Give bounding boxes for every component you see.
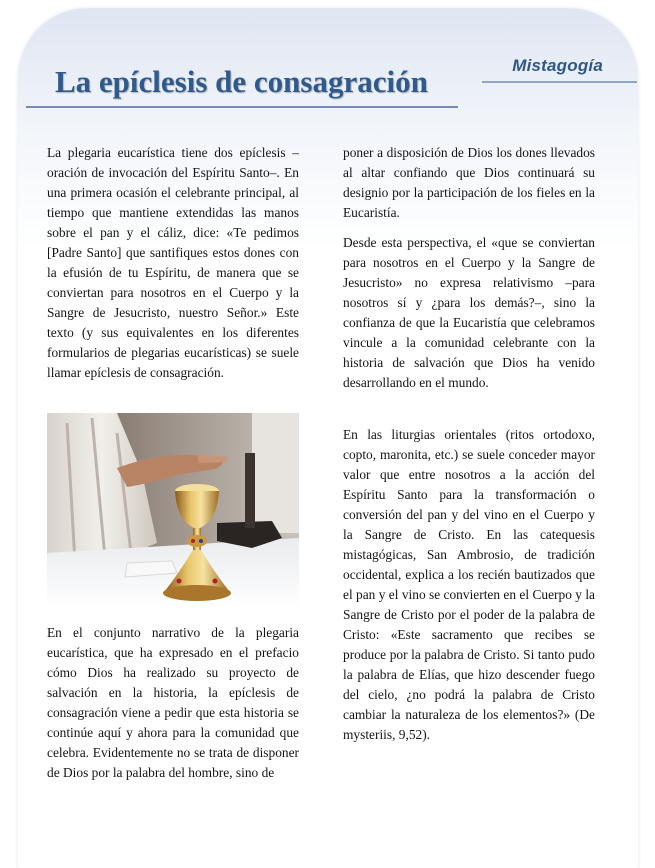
section-tag: Mistagogía (512, 56, 603, 75)
article-title: La epíclesis de consagración (55, 64, 428, 99)
left-paragraph-2: En el conjunto narrativo de la plegaria eucarística, que ha expresado en el prefacio cómo Dios ha realizado su proyecto de salvación en la historia, la epíclesis de consagración viene a pedir que esta historia se continúe aquí y ahora para la comunidad que celebra. Evidentemente no se trata de disponer de Dios por la palabra del hombre, sino de (47, 625, 299, 780)
right-paragraph-2: Desde esta perspectiva, el «que se conviertan para nosotros en el Cuerpo y la Sangre de Jesucristo» no expresa relativismo –para nosotros sí y ¿para los demás?–, sino la confianza de que la Eucaristía que celebramos vincule a la comunidad celebrante con la historia de salvación que Dios ha venido desarrollando en el mundo. (343, 235, 595, 390)
right-paragraph-3: En las liturgias orientales (ritos ortodoxo, copto, maronita, etc.) se suele conceder mayor valor que entre nosotros a la acción del Espíritu Santo para la transformación o conversión del pan y del vino en el Cuerpo y la Sangre de Cristo. En las catequesis mistagógicas, San Ambrosio, de tradición occidental, explica a los recién bautizados que el pan y el vino se convierten en el Cuerpo y la Sangre de Cristo por el poder de la palabra de Cristo: «Este sacramento que recibes se produce por la palabra de Cristo. Si tanto pudo la palabra de Elías, que hizo descender fuego del cielo, ¿no podrá la palabra de Cristo cambiar la naturaleza de los elementos?» (De mysteriis, 9,52). (343, 427, 595, 742)
right-paragraph-1: poner a disposición de Dios los dones llevados al altar confiando que Dios continuará su designio por la participación de los fieles en la Eucaristía. (343, 145, 595, 220)
chalice-photo (47, 413, 299, 608)
left-paragraph-1: La plegaria eucarística tiene dos epíclesis –oración de invocación del Espíritu Santo–. En una primera ocasión el celebrante principal, al tiempo que mantiene extendidas las manos sobre el pan y el cáliz, dice: «Te pedimos [Padre Santo] que santifiques estos dones con la efusión de tu Espíritu, de manera que se conviertan para nosotros en el Cuerpo y la Sangre de Jesucristo, nuestro Señor.» Este texto (y sus equivalentes en los diferentes formularios de plegarias eucarísticas) se suele llamar epíclesis de consagración. (47, 145, 299, 380)
section-divider (482, 81, 637, 83)
title-divider (26, 106, 458, 108)
